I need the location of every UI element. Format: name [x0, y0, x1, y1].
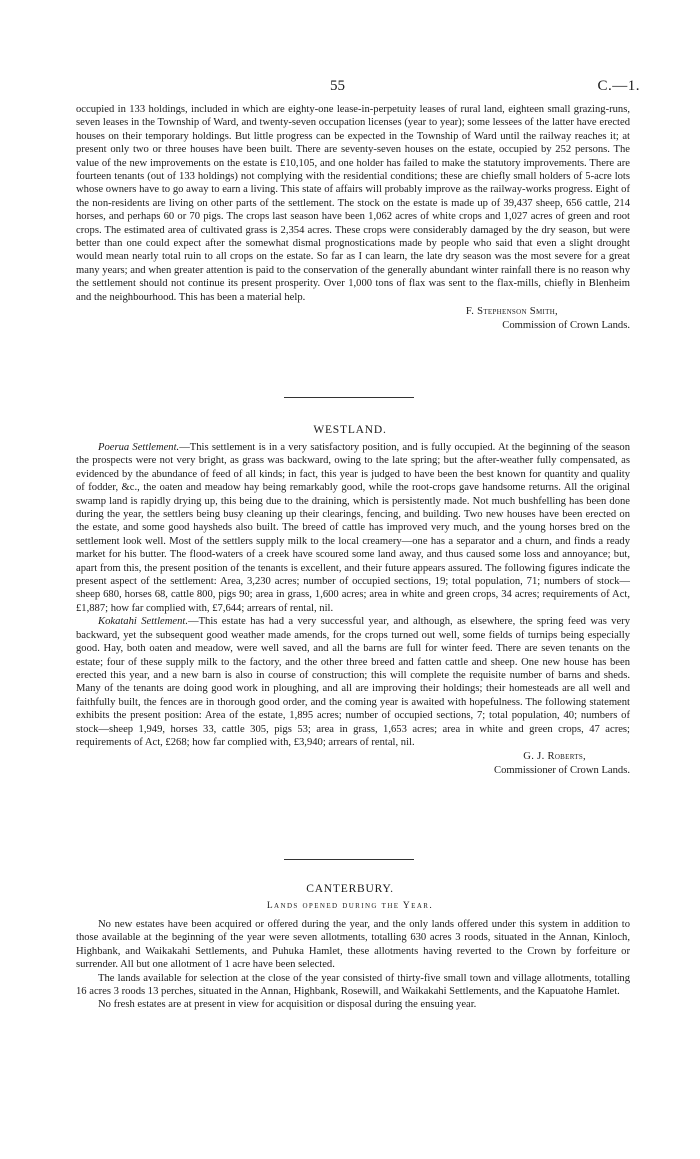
- signatory-title: Commissioner of Crown Lands.: [494, 764, 630, 776]
- page-header: [0, 78, 700, 98]
- section-divider: [284, 859, 414, 860]
- canterbury-heading: CANTERBURY.: [306, 883, 394, 895]
- marlborough-signature: [76, 305, 630, 332]
- poerua-title: Poerua Settlement.: [98, 442, 180, 453]
- westland-heading: WESTLAND.: [313, 424, 387, 436]
- canterbury-paragraph-2: The lands available for selection at the close of the year consisted of thirty-five small town and village allotments, totalling 16 acres 3 roods 13 perches, situated in the Annan, Highbank, Rosewill, and Waikakahi Settlements, and the Kapuatohe Hamlet.: [76, 972, 630, 998]
- kokatahi-title: Kokatahi Settlement.: [98, 616, 188, 628]
- canterbury-paragraph-1: No new estates have been acquired or offered during the year, and the only lands offered under this system in addition to those available at the beginning of the year were seven allotments, totalling 630 acres 3 roods, situated in the Annan, Kinloch, Highbank, and Waikakahi Settlements, and Puhuka Hamlet, these allotments having reverted to the Crown by forfeiture or surrender. All but one allotment of 1 acre have been selected.: [76, 919, 630, 971]
- marlborough-section: [76, 103, 630, 332]
- marlborough-paragraph: occupied in 133 holdings, included in which are eighty-one lease-in-perpetuity leases of rural land, eighteen small grazing-runs, seven leases in the Township of Ward, and twenty-seven occupation licenses (year to year); some lessees of the latter have erected houses on their temporary holdings. But little progress can be expected in the Township of Ward until the railway reaches it; at present only two or three houses have been built. There are seventy-seven houses on the estate, occupied by 252 persons. The value of the new improvements on the estate is £10,105, and one holder has failed to make the statutory improvements. There are fourteen tenants (out of 133 holdings) not complying with the residential conditions; these are chiefly small holders of 5-acre lots whose owners have to go away to earn a living. This state of affairs will probably improve as the railway-works progress. Eight of the non-residents are living on other parts of the settlement. The stock on the estate is made up of 39,437 sheep, 656 cattle, 214 horses, and perhaps 60 or 70 pigs. The crops last season have been 1,062 acres of white crops and 1,027 acres of green and root crops. The estimated area of cultivated grass is 2,354 acres. These crops were considerably damaged by the dry season, but were better than one could expect after the somewhat dismal prognostications made by people who said that even a slight drought would mean nearly total ruin to all crops on the estate. So far as I can learn, the late dry season was the most severe for a great many years; and when greater attention is paid to the conservation of the generally abundant winter rainfall there is no reason why the settlement should not continue its present prosperity. Over 1,000 tons of flax was sent to the flax-mills, chiefly in Blenheim and the neighbourhood. This has been a material help.: [76, 104, 630, 303]
- canterbury-subheading: Lands opened during the Year.: [266, 901, 434, 911]
- section-divider: [284, 397, 414, 398]
- page-number: 55: [330, 78, 345, 94]
- westland-signature: [76, 750, 630, 777]
- poerua-paragraph: [76, 441, 630, 615]
- signatory-name: F. Stephenson Smith,: [465, 306, 558, 318]
- canterbury-paragraph-3: No fresh estates are at present in view for acquisition or disposal during the ensuing year.: [98, 999, 477, 1011]
- canterbury-section: [76, 918, 630, 1012]
- signatory-name: G. J. Roberts,: [523, 751, 586, 763]
- signatory-title: Commission of Crown Lands.: [502, 319, 630, 331]
- westland-section: [76, 441, 630, 777]
- kokatahi-paragraph: [76, 615, 630, 749]
- document-reference: C.—1.: [597, 78, 640, 94]
- kokatahi-text: —This estate has had a very successful year, and although, as elsewhere, the spring feed was very backward, yet the subsequent good weather made amends, for the crops turned out well, some fields of turnips being especially good. Hay, both oaten and meadow, were well saved, and all the barns are full for winter feed. There are seven tenants on the estate; four of these supply milk to the factory, and the other three breed and fatten cattle and sheep. One new house has been erected this year, and a new barn is also in course of construction; this will complete the requisite number of barns and sheds. Many of the tenants are doing good work in ploughing, and all are improving their holdings; their homesteads are all well and faithfully built, the fences are in thorough good order, and the coming year is awaited with hopefulness. The following statement exhibits the present position: Area of the estate, 1,895 acres; number of occupied sections, 7; total population, 40; numbers of stock—sheep 1,949, horses 33, cattle 305, pigs 53; area in grass, 1,653 acres; area in white and green crops, 47 acres; requirements of Act, £268; how far complied with, £3,940; arrears of rental, nil.: [76, 616, 630, 748]
- poerua-text: —This settlement is in a very satisfactory position, and is fully occupied. At the beginning of the season the prospects were not very bright, as grass was backward, owing to the late spring; but the after-weather fully compensated, as evidenced by the abundance of feed of all kinds; in fact, this year is judged to have been the best known for quantity and quality of fodder, &c., the oaten and meadow hay being remarkably good, while the root-crops gave handsome returns. All the original swamp land is rapidly drying up, this being due to the draining, which is persistently made. Not much bushfelling has been done during the year, the settlers being busy cleaning up their clearings, fencing, and building. Two new houses have been erected on the estate, and some good haysheds also built. The breed of cattle has improved very much, and the young horses bred on the settlement look well. Most of the settlers supply milk to the local creamery—one has a separator and a churn, and finds a ready market for his butter. The flood-waters of a creek have scoured some land away, and thus caused some loss and annoyance; but, apart from this, the present position of the tenants is excellent, and their future appears assured. The following figures indicate the present aspect of the settlement: Area, 3,230 acres; number of occupied sections, 19; total population, 71; numbers of stock—sheep 680, horses 68, cattle 800, pigs 90; area in grass, 1,600 acres; area in white and green crops, 34 acres; requirements of Act, £1,887; how far complied with, £7,644; arrears of rental, nil.: [76, 442, 630, 614]
